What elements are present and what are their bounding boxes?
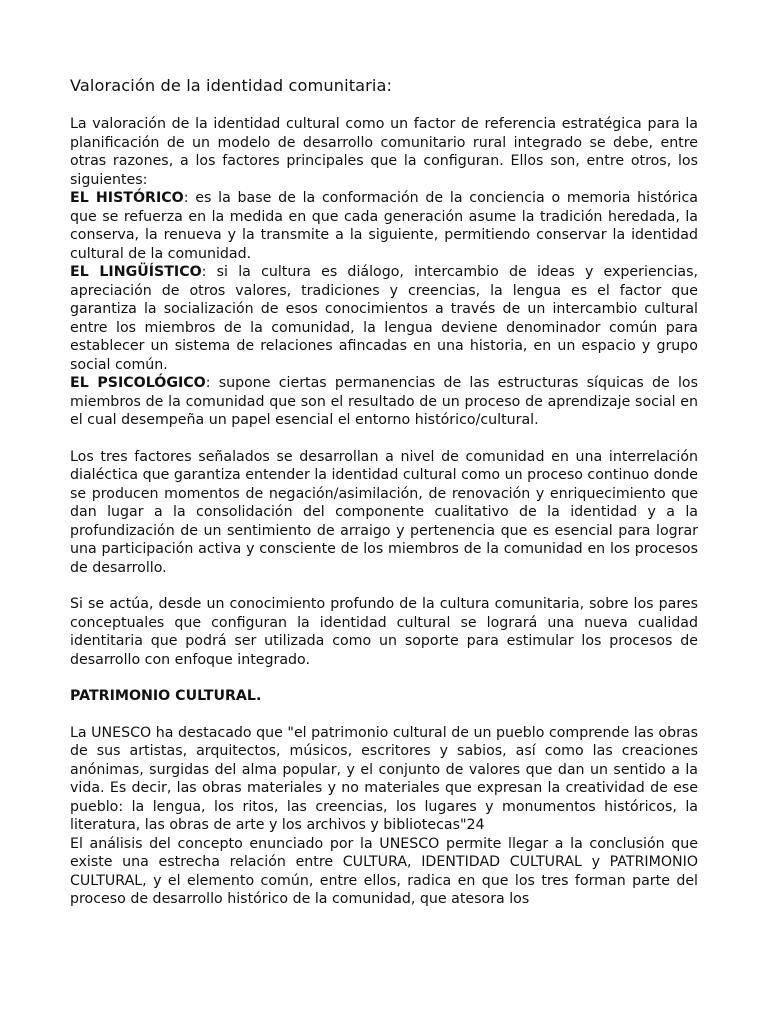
paragraph-spacer [70,669,698,687]
unesco-paragraph: La UNESCO ha destacado que "el patrimonio cultural de un pueblo comprende las obras de sus artistas, arquitectos, músicos, escritores y sabios, así como las creaciones anónimas, surgidas del alma popular, y el conjunto de valores que dan un sentido a la vida. Es decir, las obras materiales y no materiales que expresan la creatividad de ese pueblo: la lengua, los ritos, las creencias, los lugares y monumentos históricos, la literatura, las obras de arte y los archivos y bibliotecas"24 [70,724,698,833]
factor-historico [70,189,698,263]
factor-text: : si la cultura es diálogo, intercambio de ideas y experiencias, apreciación de otros valores, tradiciones y creencias, la lengua es el factor que garantiza la socialización de esos conocimientos a través de un intercambio cultural entre los miembros de la comunidad, la lengua deviene denominador común para establecer un sistema de relaciones afincadas en una historia, en un espacio y grupo social común. [70,264,698,373]
paragraph-spacer [70,430,698,448]
factor-text: : es la base de la conformación de la conciencia o memoria histórica que se refuerza en la medida en que cada generación asume la tradición heredada, la conserva, la renueva y la transmite a la siguiente, permitiendo conservar la identidad cultural de la comunidad. [70,190,698,262]
intro-paragraph: La valoración de la identidad cultural como un factor de referencia estratégica para la planificación de un modelo de desarrollo comunitario rural integrado se debe, entre otras razones, a los factores principales que la configuran. Ellos son, entre otros, los siguientes: [70,116,698,188]
factor-term: EL HISTÓRICO [70,190,184,206]
factor-term: EL PSICOLÓGICO [70,375,206,391]
document-title: Valoración de la identidad comunitaria: [70,76,393,95]
factor-text: : supone ciertas permanencias de las estructuras síquicas de los miembros de la comunidad que son el resultado de un proceso de aprendizaje social en el cual desempeña un papel esencial el entorno histórico/cultural. [70,375,698,428]
factors-paragraph: Los tres factores señalados se desarrollan a nivel de comunidad en una interrelación dialéctica que garantiza entender la identidad cultural como un proceso continuo donde se producen momentos de negación/asimilación, de renovación y enriquecimiento que dan lugar a la consolidación del componente cualitativo de la identidad y a la profundización de un sentimiento de arraigo y pertenencia que es esencial para lograr una participación activa y consciente de los miembros de la comunidad en los procesos de desarrollo. [70,448,698,576]
factor-term: EL LINGÜÍSTICO [70,264,202,280]
section-heading: PATRIMONIO CULTURAL. [70,688,262,704]
document-page [70,76,698,909]
factor-linguistico [70,263,698,374]
factor-psicologico [70,374,698,430]
analysis-paragraph: El análisis del concepto enunciado por la UNESCO permite llegar a la conclusión que existe una estrecha relación entre CULTURA, IDENTIDAD CULTURAL y PATRIMONIO CULTURAL, y el elemento común, entre ellos, radica en que los tres forman parte del proceso de desarrollo histórico de la comunidad, que atesora los [70,835,698,907]
paragraph-spacer [70,577,698,595]
action-paragraph: Si se actúa, desde un conocimiento profundo de la cultura comunitaria, sobre los pares conceptuales que configuran la identidad cultural se logrará una nueva cualidad identitaria que podrá ser utilizada como un soporte para estimular los procesos de desarrollo con enfoque integrado. [70,596,698,668]
paragraph-spacer [70,706,698,724]
